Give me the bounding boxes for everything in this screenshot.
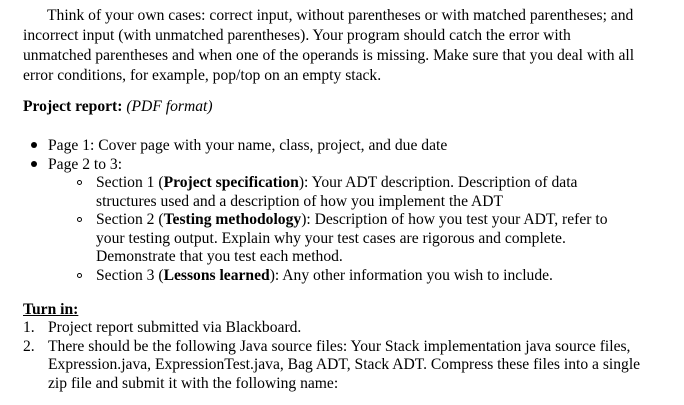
- hollow-circle-bullet-icon: [77, 217, 82, 222]
- bullet-dot-icon: [31, 161, 37, 167]
- turn-in-heading: Turn in:: [23, 301, 79, 318]
- project-report-heading-format: (PDF format): [126, 98, 213, 115]
- section-description: ): Description of how you test your ADT, refer to your testing output. Explain why your test cases are rigorous and complete. Demonstrate that you test each method.: [96, 211, 608, 265]
- section-prefix: Section 1 (: [96, 174, 164, 191]
- turn-in-item-2: [0, 338, 658, 394]
- bullet-item-page-2-3: [0, 155, 684, 174]
- section-description: ): Any other information you wish to include.: [269, 266, 553, 284]
- bullet-dot-icon: [31, 142, 37, 148]
- section-description: ): Your ADT description. Description of data structures used and a description of how you implement the ADT: [96, 174, 578, 210]
- bullet-item-text: Page 1: Cover page with your name, class, project, and due date: [48, 137, 448, 154]
- list-number: 1.: [23, 319, 35, 336]
- section-item-1: [0, 174, 636, 211]
- section-item-2: [0, 211, 636, 267]
- bullet-item-text: Page 2 to 3:: [48, 156, 123, 173]
- section-title: Lessons learned: [163, 266, 270, 284]
- report-bullet-list: [0, 136, 684, 174]
- intro-paragraph: Think of your own cases: correct input, without parentheses or with matched parentheses; and incorrect input (with unmatched parentheses). Your program should catch the error with unmatched parentheses and when one of the operands is missing. Make sure that you deal with all error conditions, for example, pop/top on an empty stack.: [23, 7, 635, 84]
- project-report-heading-bold: Project report:: [23, 98, 123, 115]
- project-report-heading: [23, 97, 213, 117]
- turn-in-item-text: There should be the following Java source files: Your Stack implementation java source files, Expression.java, ExpressionTest.java, Bag ADT, Stack ADT. Compress these files into a single zip file and submit it with the following name:: [48, 337, 641, 392]
- section-title: Testing methodology: [163, 211, 302, 228]
- turn-in-item-1: [0, 319, 658, 338]
- list-number: 2.: [23, 337, 35, 355]
- section-prefix: Section 3 (: [96, 266, 164, 284]
- turn-in-list: [0, 319, 684, 393]
- section-prefix: Section 2 (: [96, 211, 164, 228]
- section-item-3: [0, 267, 636, 286]
- bullet-item-page-1: [0, 136, 684, 155]
- hollow-circle-bullet-icon: [77, 273, 82, 278]
- section-title: Project specification: [163, 174, 299, 191]
- turn-in-item-text: Project report submitted via Blackboard.: [48, 319, 302, 336]
- report-section-list: [0, 174, 684, 285]
- hollow-circle-bullet-icon: [77, 180, 82, 185]
